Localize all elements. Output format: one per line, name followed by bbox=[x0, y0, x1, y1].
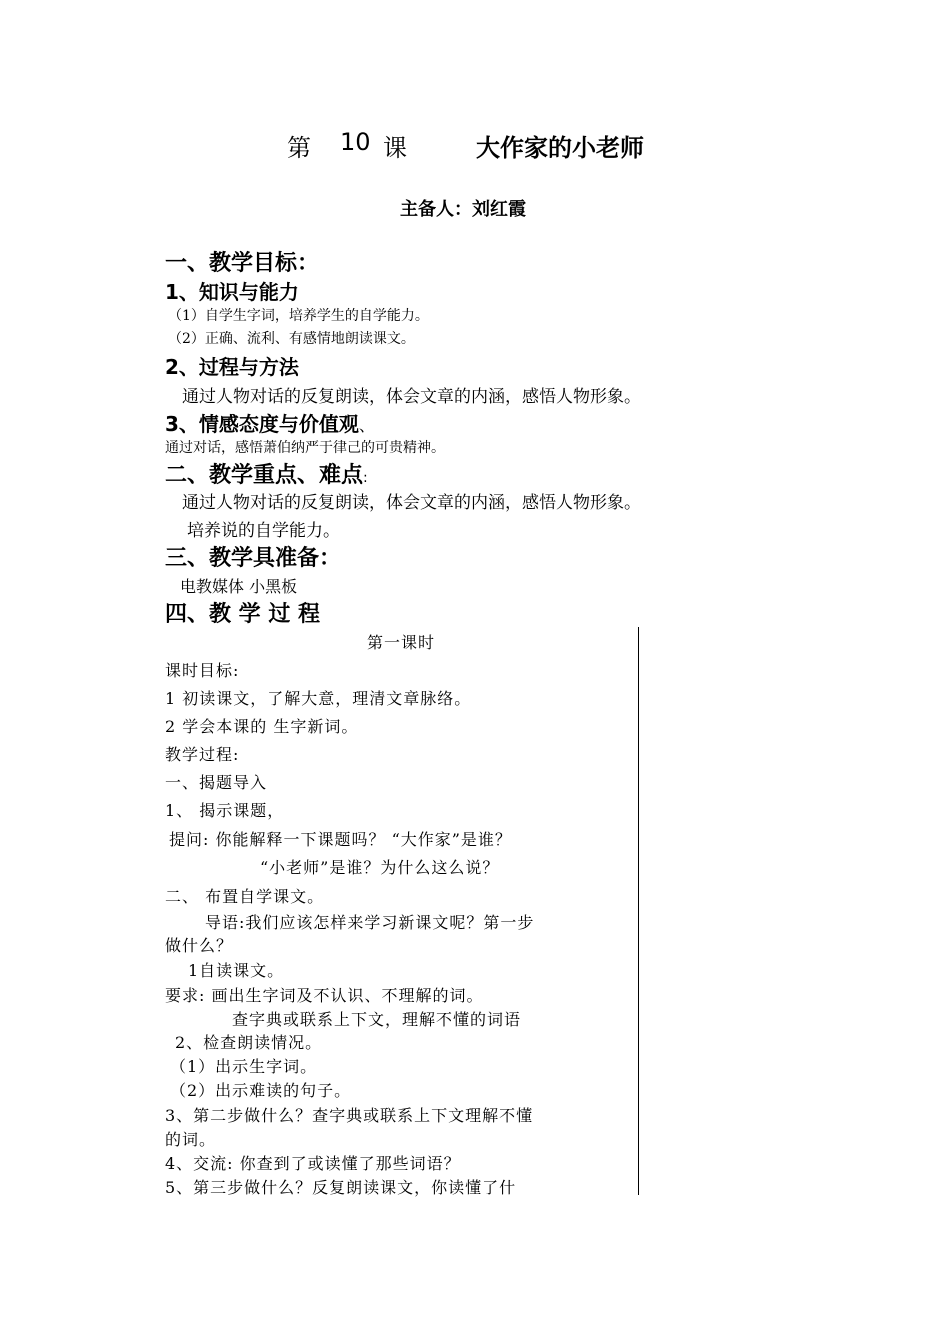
process-line: 4、交流: 你查到了或读懂了那些词语？ bbox=[165, 1154, 461, 1173]
process-line: 2、检查朗读情况。 bbox=[175, 1033, 323, 1052]
process-line: 1、 揭示课题， bbox=[165, 801, 285, 820]
prep-text: 电教媒体 小黑板 bbox=[180, 577, 298, 596]
process-line: 提问: 你能解释一下课题吗？ “大作家”是谁？ bbox=[169, 830, 512, 849]
process-line: 2 学会本课的 生字新词。 bbox=[165, 717, 359, 736]
process-line: 1自读课文。 bbox=[188, 961, 285, 980]
process-line: 3、第二步做什么？查字典或联系上下文理解不懂 bbox=[165, 1106, 534, 1125]
process-line: 课时目标: bbox=[165, 661, 240, 680]
author-line: 主备人：刘红霞 bbox=[400, 199, 526, 220]
column-divider bbox=[638, 627, 639, 1195]
process-line: 查字典或联系上下文，理解不懂的词语 bbox=[232, 1010, 522, 1029]
emotion-text: 通过对话，感悟萧伯纳严于律己的可贵精神。 bbox=[165, 440, 445, 456]
knowledge-item-2: （2）正确、流利、有感情地朗读课文。 bbox=[168, 331, 415, 347]
key-points-heading: 二、教学重点、难点: bbox=[165, 463, 368, 488]
key-point-2: 培养说的自学能力。 bbox=[187, 521, 340, 541]
process-line: 5、第三步做什么？反复朗读课文，你读懂了什 bbox=[165, 1178, 517, 1197]
lesson-number-unit: 课 bbox=[383, 134, 407, 162]
objectives-heading: 一、教学目标： bbox=[165, 251, 320, 276]
process-line: 一、揭题导入 bbox=[165, 773, 268, 792]
process-line: 做什么？ bbox=[165, 936, 234, 955]
lesson-number-prefix: 第 bbox=[287, 134, 311, 162]
key-point-1: 通过人物对话的反复朗读，体会文章的内涵，感悟人物形象。 bbox=[182, 493, 641, 513]
process-line: （1）出示生字词。 bbox=[170, 1057, 318, 1076]
process-line: 的词。 bbox=[165, 1130, 217, 1149]
lesson-title: 大作家的小老师 bbox=[476, 134, 644, 162]
process-line: 教学过程: bbox=[165, 745, 240, 764]
process-line: 二、 布置自学课文。 bbox=[165, 887, 325, 906]
prep-heading: 三、教学具准备： bbox=[165, 546, 342, 571]
process-line: 导语:我们应该怎样来学习新课文呢？第一步 bbox=[205, 913, 535, 932]
process-line: 要求: 画出生字词及不认识、不理解的词。 bbox=[165, 986, 484, 1005]
emotion-heading: 3、情感态度与价值观、 bbox=[165, 412, 375, 436]
process-line: 1 初读课文，了解大意，理清文章脉络。 bbox=[165, 689, 472, 708]
knowledge-item-1: （1）自学生字词，培养学生的自学能力。 bbox=[168, 308, 429, 324]
period-title: 第一课时 bbox=[367, 633, 436, 652]
process-line: （2）出示难读的句子。 bbox=[170, 1081, 352, 1100]
process-method-text: 通过人物对话的反复朗读，体会文章的内涵，感悟人物形象。 bbox=[182, 387, 641, 407]
process-method-heading: 2、过程与方法 bbox=[165, 355, 299, 379]
knowledge-heading: 1、知识与能力 bbox=[165, 280, 299, 304]
process-heading: 四、教 学 过 程 bbox=[165, 602, 320, 627]
process-line: “小老师”是谁？为什么这么说？ bbox=[260, 858, 500, 877]
lesson-number: 10 bbox=[340, 128, 371, 156]
